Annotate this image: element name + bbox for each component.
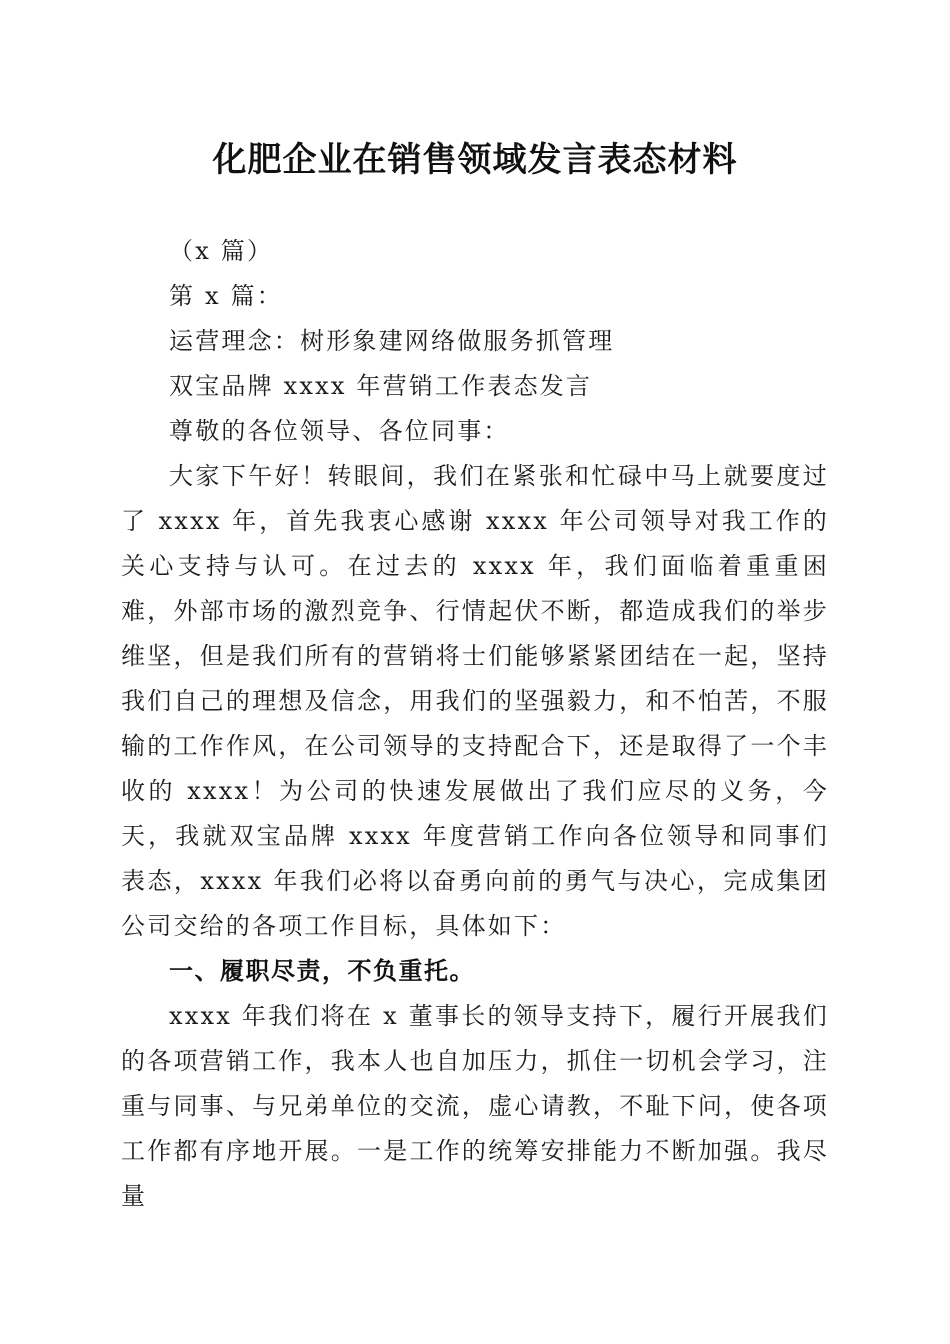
body-paragraph: xxxx 年我们将在 x 董事长的领导支持下，履行开展我们的各项营销工作，我本人也自加压力，抓住一切机会学习，注重与同事、与兄弟单位的交流，虚心请教，不耻下问，使各项工作都有序地开展。一是工作的统筹安排能力不断加强。我尽量: [121, 1002, 829, 1210]
document-body: [121, 229, 829, 1219]
document-line: 双宝品牌 xxxx 年营销工作表态发言: [169, 372, 593, 400]
document-line: 运营理念：树形象建网络做服务抓管理: [169, 327, 615, 355]
salutation: 尊敬的各位领导、各位同事：: [169, 417, 510, 445]
document-line: 第 x 篇：: [169, 282, 283, 310]
document-line: （x 篇）: [169, 237, 274, 265]
section-heading: 一、履职尽责，不负重托。: [169, 957, 475, 985]
document-title: 化肥企业在销售领域发言表态材料: [212, 140, 738, 180]
body-paragraph: 大家下午好！转眼间，我们在紧张和忙碌中马上就要度过了 xxxx 年，首先我衷心感谢 xxxx 年公司领导对我工作的关心支持与认可。在过去的 xxxx 年，我们面临着重重困难，外部市场的激烈竞争、行情起伏不断，都造成我们的举步维坚，但是我们所有的营销将士们能够紧紧团结在一起，坚持我们自己的理想及信念，用我们的坚强毅力，和不怕苦，不服输的工作作风，在公司领导的支持配合下，还是取得了一个丰收的 xxxx！为公司的快速发展做出了我们应尽的义务，今天，我就双宝品牌 xxxx 年度营销工作向各位领导和同事们表态，xxxx 年我们必将以奋勇向前的勇气与决心，完成集团公司交给的各项工作目标，具体如下：: [121, 462, 829, 940]
